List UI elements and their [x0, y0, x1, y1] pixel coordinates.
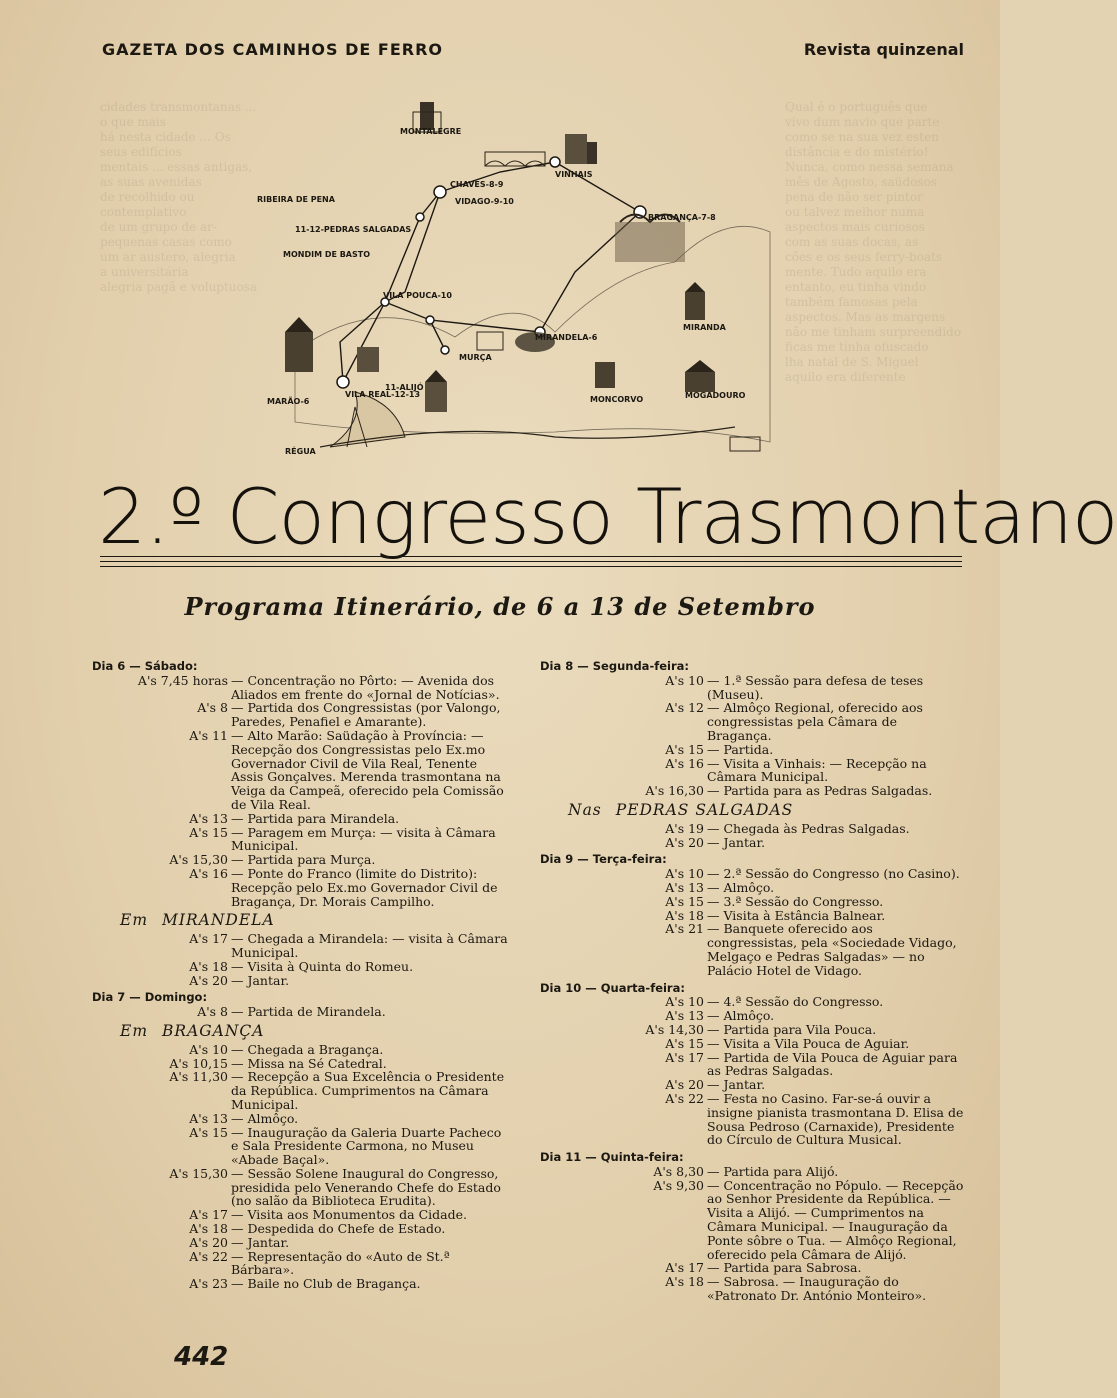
- entry-text: — Missa na Sé Catedral.: [231, 1055, 387, 1071]
- entry-text: — 3.ª Sessão do Congresso.: [707, 893, 884, 909]
- entry-time: A's 15: [665, 1035, 704, 1051]
- entry-text: — Jantar.: [707, 1077, 766, 1093]
- entry-time: A's 17: [189, 1207, 228, 1223]
- schedule-entry: [92, 1277, 512, 1291]
- entry-text: — 4.ª Sessão do Congresso.: [707, 994, 884, 1010]
- entry-text: — Partida de Vila Pouca de Aguiar para as Pedras Salgadas.: [707, 1049, 958, 1079]
- entry-time: A's 15,30: [169, 1165, 228, 1181]
- map-label-vinhais: VINHAIS: [555, 170, 593, 179]
- entry-time: A's 23: [189, 1276, 228, 1292]
- schedule-entry: [540, 867, 965, 881]
- schedule-entry: [540, 743, 965, 757]
- entry-text: — Chegada a Bragança.: [231, 1041, 384, 1057]
- entry-time: A's 10: [665, 672, 704, 688]
- entry-text: — Banquete oferecido aos congressistas, pela «Sociedade Vidago, Melgaço e Pedras Salgadas» — no Palácio Hotel de Vidago.: [707, 921, 957, 978]
- schedule-entry: [92, 1222, 512, 1236]
- entry-time: A's 16: [665, 755, 704, 771]
- entry-text: — Partida dos Congressistas (por Valongo, Paredes, Penafiel e Amarante).: [231, 700, 501, 730]
- braganca-entries: [92, 1043, 512, 1291]
- location-name: BRAGANÇA: [162, 1021, 265, 1040]
- day7-entries: [92, 1005, 512, 1019]
- schedule-entry: [540, 1009, 965, 1023]
- entry-time: A's 8,30: [653, 1163, 704, 1179]
- day-heading: Dia 7 — Domingo:: [92, 990, 208, 1005]
- schedule-entry: [540, 909, 965, 923]
- entry-time: A's 13: [665, 1008, 704, 1024]
- entry-text: — Almôço.: [707, 1008, 775, 1024]
- schedule-entry: [92, 960, 512, 974]
- entry-text: — 1.ª Sessão para defesa de teses (Museu).: [707, 672, 924, 702]
- entry-time: A's 15: [665, 893, 704, 909]
- schedule-entry: [540, 995, 965, 1009]
- schedule-entry: [92, 1208, 512, 1222]
- entry-time: A's 10: [665, 994, 704, 1010]
- entry-time: A's 7,45 horas: [137, 672, 228, 688]
- article-subtitle: Programa Itinerário, de 6 a 13 de Setembro: [184, 592, 816, 621]
- entry-text: — Concentração no Pópulo. — Recepção ao Senhor Presidente da República. — Visita a Alijó. — Cumprimentos na Câmara Municipal. — Inauguração da Ponte sôbre o Tua. — Almôço Regional, oferecido pela Câmara de Alijó.: [707, 1177, 964, 1262]
- schedule-entry: [540, 1179, 965, 1262]
- article-title: 2.º Congresso Trasmontano: [98, 472, 1117, 561]
- schedule-entry: [92, 1167, 512, 1208]
- running-header: [102, 40, 964, 64]
- location-heading-pedras-salgadas: [568, 800, 965, 819]
- mirandela-entries: [92, 932, 512, 987]
- entry-time: A's 19: [665, 820, 704, 836]
- entry-text: — Almôço.: [231, 1110, 299, 1126]
- entry-time: A's 14,30: [645, 1021, 704, 1037]
- entry-text: — Partida para Sabrosa.: [707, 1260, 862, 1276]
- map-label-braganca: BRAGANÇA-7-8: [648, 213, 716, 222]
- schedule-entry: [540, 836, 965, 850]
- entry-time: A's 10,15: [169, 1055, 228, 1071]
- entry-text: — Visita à Quinta do Romeu.: [231, 958, 414, 974]
- schedule-entry: [92, 1043, 512, 1057]
- map-label-montalegre: MONTALEGRE: [400, 127, 462, 136]
- location-prefix: Em: [120, 911, 149, 930]
- entry-time: A's 20: [189, 972, 228, 988]
- entry-time: A's 10: [189, 1041, 228, 1057]
- map-label-murca: MURÇA: [459, 353, 492, 362]
- schedule-entry: [540, 1078, 965, 1092]
- schedule-entry: [92, 853, 512, 867]
- entry-time: A's 13: [189, 1110, 228, 1126]
- entry-text: — Festa no Casino. Far-se-á ouvir a insigne pianista trasmontana D. Elisa de Sousa Pedroso (Carnaxide), Presidente do Círculo de Cultura Musical.: [707, 1090, 964, 1148]
- entry-text: — Jantar.: [707, 834, 766, 850]
- bleed-through-right: Qual é o português que vivo dum navio que parte como se na sua vez esten distância e do mistério! Nunca, como nessa semana mês de Agosto, saüdosos pena de não ser pintor ou talvez melhor numa aspectos mais curiosos com as suas docas, as cões e os seus ferry-boats mente. Tudo aquilo era entanto, eu tinha vindo também famosas pela aspectos. Mas as margens não me tinham surpreendido ficas me tinha ofuscado lha natal de S. Miguel aquilo era diferente: [785, 100, 962, 384]
- map-label-vidago: VIDAGO-9-10: [455, 197, 514, 206]
- entry-time: A's 22: [665, 1090, 704, 1106]
- map-label-ribeira-de-pena: RIBEIRA DE PENA: [257, 195, 335, 204]
- entry-time: A's 13: [189, 810, 228, 826]
- program-right-column: [540, 656, 965, 1303]
- day-heading: Dia 9 — Terça-feira:: [540, 852, 667, 867]
- entry-time: A's 12: [665, 700, 704, 716]
- schedule-entry: [92, 932, 512, 960]
- location-name: MIRANDELA: [162, 911, 275, 930]
- schedule-entry: [92, 1057, 512, 1071]
- entry-time: A's 22: [189, 1248, 228, 1264]
- day-heading: Dia 10 — Quarta-feira:: [540, 980, 685, 995]
- schedule-entry: [540, 674, 965, 702]
- map-label-mirandela: MIRANDELA-6: [535, 333, 598, 342]
- entry-time: A's 18: [189, 958, 228, 974]
- entry-text: — Alto Marão: Saüdação à Província: — Recepção dos Congressistas pelo Ex.mo Governador Civil de Vila Real, Tenente Assis Gonçalves. Merenda trasmontana na Veiga da Campeã, oferecido pela Comissão de Vila Real.: [231, 727, 504, 812]
- schedule-entry: [540, 881, 965, 895]
- schedule-entry: [92, 867, 512, 908]
- schedule-entry: [92, 1005, 512, 1019]
- entry-time: A's 17: [665, 1260, 704, 1276]
- schedule-entry: [540, 1023, 965, 1037]
- schedule-entry: [92, 826, 512, 854]
- entry-text: — Partida para Vila Pouca.: [707, 1021, 877, 1037]
- map-label-pedras-salgadas: 11-12-PEDRAS SALGADAS: [295, 225, 412, 234]
- day8-entries: [540, 674, 965, 798]
- location-prefix: Em: [120, 1021, 149, 1040]
- entry-time: A's 17: [189, 931, 228, 947]
- entry-time: A's 20: [665, 834, 704, 850]
- schedule-entry: [92, 729, 512, 812]
- entry-text: — Ponte do Franco (limite do Distrito): Recepção pelo Ex.mo Governador Civil de Bragança, Dr. Morais Campilho.: [231, 865, 498, 909]
- entry-text: — Visita à Estância Balnear.: [707, 907, 886, 923]
- day10-entries: [540, 995, 965, 1147]
- page-number: 442: [174, 1342, 229, 1372]
- schedule-entry: [540, 822, 965, 836]
- schedule-entry: [540, 1261, 965, 1275]
- route-map-illustration: [255, 92, 775, 462]
- schedule-entry: [540, 1165, 965, 1179]
- entry-time: A's 11: [189, 727, 228, 743]
- map-label-marao: MARÃO-6: [267, 397, 310, 406]
- schedule-entry: [92, 1112, 512, 1126]
- entry-text: — Almôço Regional, oferecido aos congressistas pela Câmara de Bragança.: [707, 700, 923, 743]
- schedule-entry: [92, 701, 512, 729]
- map-label-chaves: CHAVES-8-9: [450, 180, 504, 189]
- entry-text: — Jantar.: [231, 1234, 290, 1250]
- location-prefix: Nas: [568, 800, 602, 819]
- entry-text: — Jantar.: [231, 972, 290, 988]
- entry-text: — 2.ª Sessão do Congresso (no Casino).: [707, 866, 960, 882]
- schedule-entry: [540, 701, 965, 742]
- entry-time: A's 21: [665, 921, 704, 937]
- entry-time: A's 20: [189, 1234, 228, 1250]
- map-label-miranda: MIRANDA: [683, 323, 726, 332]
- entry-text: — Paragem em Murça: — visita à Câmara Municipal.: [231, 824, 496, 854]
- entry-time: A's 8: [197, 700, 228, 716]
- entry-time: A's 11,30: [169, 1069, 228, 1085]
- entry-text: — Sessão Solene Inaugural do Congresso, presidida pelo Venerando Chefe do Estado (no salão da Biblioteca Erudita).: [231, 1165, 501, 1209]
- entry-time: A's 18: [665, 907, 704, 923]
- entry-time: A's 20: [665, 1077, 704, 1093]
- schedule-entry: [540, 1051, 965, 1079]
- entry-time: A's 15: [665, 741, 704, 757]
- entry-text: — Representação do «Auto de St.ª Bárbara».: [231, 1248, 450, 1278]
- entry-time: A's 15: [189, 1124, 228, 1140]
- location-name: PEDRAS SALGADAS: [615, 800, 794, 819]
- location-heading-braganca: [120, 1021, 512, 1040]
- journal-title: GAZETA DOS CAMINHOS DE FERRO: [102, 40, 444, 59]
- schedule-entry: [92, 1236, 512, 1250]
- bleed-through-left: cidades transmontanas ... o que mais há nesta cidade ... Os seus edifícios mentais ... essas antigas, as suas avenidas de recolhido ou contemplativo de um grupo de ar- pequenas casas como um ar austero, alegria a universitária alegria pagã e voluptuosa: [100, 100, 258, 294]
- schedule-entry: [540, 895, 965, 909]
- schedule-entry: [540, 922, 965, 977]
- entry-text: — Almôço.: [707, 879, 775, 895]
- journal-frequency: Revista quinzenal: [803, 40, 964, 59]
- entry-text: — Chegada a Mirandela: — visita à Câmara Municipal.: [231, 931, 508, 960]
- map-label-alijo: 11-ALIJÓ: [385, 383, 424, 392]
- entry-time: A's 16,30: [645, 783, 704, 799]
- entry-text: — Partida para Murça.: [231, 852, 376, 868]
- entry-time: A's 16: [189, 865, 228, 881]
- entry-time: A's 18: [665, 1274, 704, 1290]
- entry-time: A's 15: [189, 824, 228, 840]
- schedule-entry: [540, 757, 965, 785]
- location-heading-mirandela: [120, 911, 512, 930]
- entry-text: — Recepção a Sua Excelência o Presidente da República. Cumprimentos na Câmara Municipal.: [231, 1069, 505, 1112]
- day9-entries: [540, 867, 965, 977]
- map-label-moncorvo: MONCORVO: [590, 395, 644, 404]
- entry-text: — Sabrosa. — Inauguração do «Patronato Dr. António Monteiro».: [707, 1274, 927, 1304]
- schedule-entry: [92, 1126, 512, 1167]
- title-rule-bottom: [100, 566, 962, 567]
- entry-time: A's 10: [665, 866, 704, 882]
- entry-text: — Baile no Club de Bragança.: [231, 1276, 421, 1292]
- title-rule-top: [100, 556, 962, 557]
- entry-text: — Visita a Vinhais: — Recepção na Câmara Municipal.: [707, 755, 927, 785]
- entry-text: — Partida de Mirandela.: [231, 1004, 386, 1020]
- schedule-entry: [92, 812, 512, 826]
- entry-text: — Partida.: [707, 741, 774, 757]
- map-label-mogadouro: MOGADOURO: [685, 391, 746, 400]
- program-left-column: [92, 656, 512, 1291]
- entry-time: A's 13: [665, 879, 704, 895]
- day-heading: Dia 6 — Sábado:: [92, 659, 198, 673]
- day-heading: Dia 8 — Segunda-feira:: [540, 659, 689, 673]
- schedule-entry: [92, 1250, 512, 1278]
- map-label-vila-pouca: VILA POUCA-10: [383, 291, 452, 300]
- entry-text: — Despedida do Chefe de Estado.: [231, 1221, 446, 1237]
- entry-time: A's 9,30: [653, 1177, 704, 1193]
- entry-text: — Partida para as Pedras Salgadas.: [707, 783, 933, 799]
- entry-time: A's 15,30: [169, 852, 228, 868]
- map-label-regua: RÉGUA: [285, 447, 316, 456]
- title-rule-middle: [100, 561, 962, 562]
- entry-text: — Visita a Vila Pouca de Aguiar.: [707, 1035, 910, 1051]
- schedule-entry: [92, 674, 512, 702]
- day6-entries: [92, 674, 512, 909]
- schedule-entry: [92, 974, 512, 988]
- day11-entries: [540, 1165, 965, 1303]
- schedule-entry: [92, 1070, 512, 1111]
- map-label-vila-real: VILA REAL-12-13: [345, 390, 421, 399]
- day-heading: Dia 11 — Quinta-feira:: [540, 1150, 684, 1165]
- entry-text: — Chegada às Pedras Salgadas.: [707, 820, 910, 836]
- schedule-entry: [540, 1037, 965, 1051]
- pedras-entries: [540, 822, 965, 850]
- entry-text: — Visita aos Monumentos da Cidade.: [231, 1207, 467, 1223]
- schedule-entry: [540, 1092, 965, 1147]
- entry-text: — Inauguração da Galeria Duarte Pacheco e Sala Presidente Carmona, no Museu «Abade Baçal».: [231, 1124, 502, 1168]
- entry-text: — Concentração no Pôrto: — Avenida dos Aliados em frente do «Jornal de Notícias».: [231, 672, 500, 702]
- entry-text: — Partida para Mirandela.: [231, 810, 400, 826]
- map-label-mondim-de-basto: MONDIM DE BASTO: [283, 250, 371, 259]
- schedule-entry: [540, 1275, 965, 1303]
- entry-time: A's 8: [197, 1004, 228, 1020]
- schedule-entry: [540, 784, 965, 798]
- entry-time: A's 17: [665, 1049, 704, 1065]
- entry-text: — Partida para Alijó.: [707, 1163, 839, 1179]
- entry-time: A's 18: [189, 1221, 228, 1237]
